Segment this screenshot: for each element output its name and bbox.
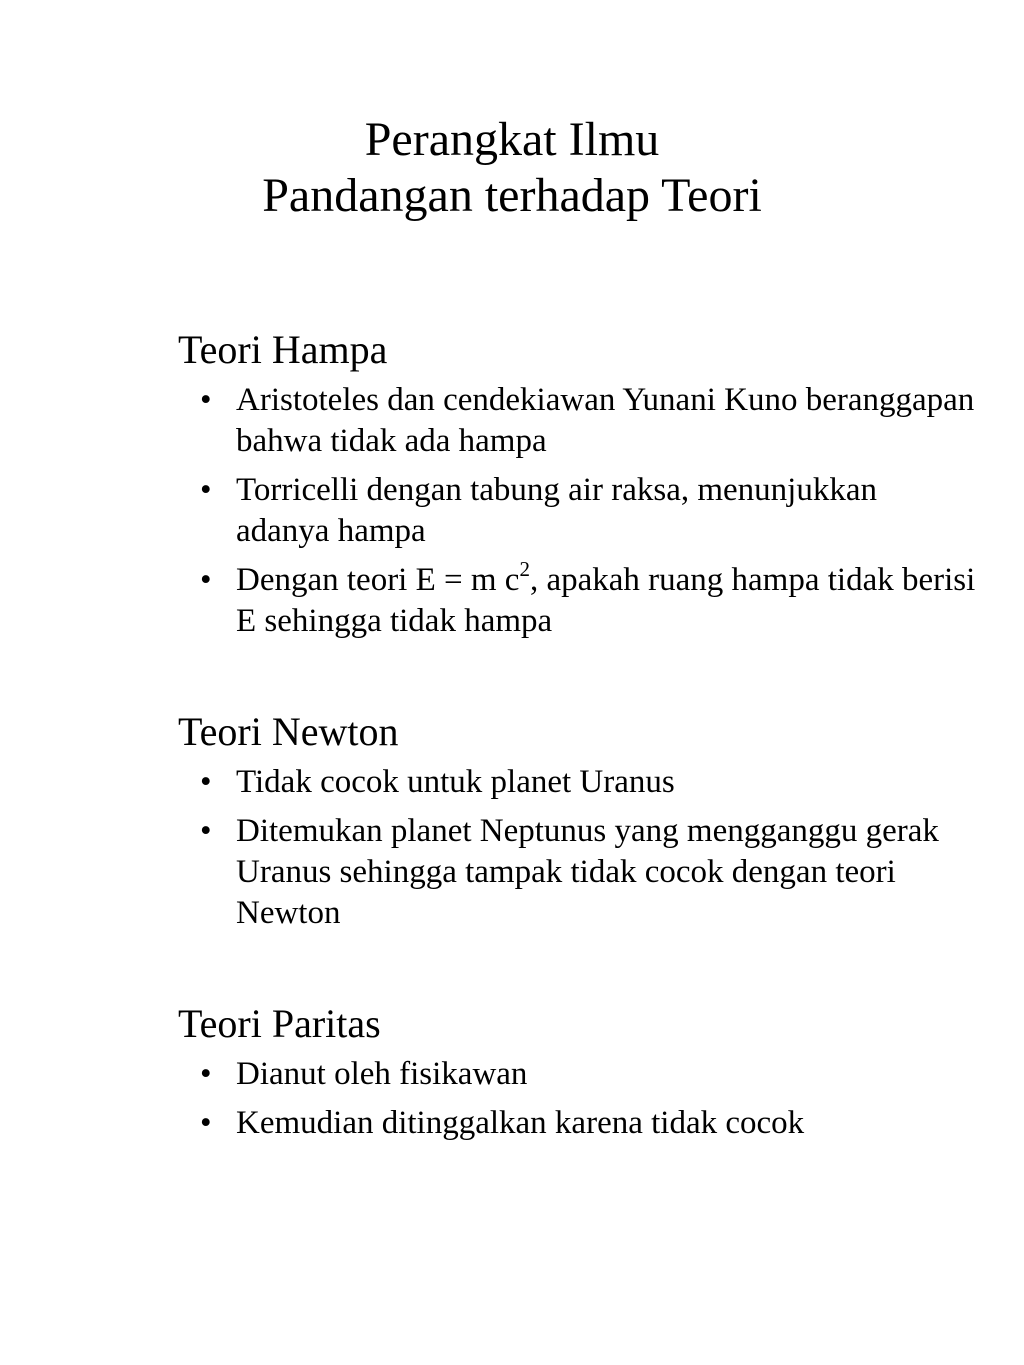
bullet-text-after: , apakah ruang hampa tidak berisi E sehingga tidak hampa (236, 562, 976, 639)
section-heading: Teori Hampa (178, 327, 388, 372)
list-item (178, 811, 978, 934)
bullet-text: Dianut oleh fisikawan (236, 1056, 528, 1092)
section-heading: Teori Paritas (178, 1001, 381, 1046)
bullet-icon: • (200, 382, 212, 418)
bullet-text: Kemudian ditinggalkan karena tidak cocok (236, 1105, 805, 1141)
bullet-icon: • (200, 562, 212, 598)
section-teori-hampa (178, 326, 978, 650)
list-item (178, 470, 978, 552)
title-line-2: Pandangan terhadap Teori (262, 169, 762, 222)
bullet-list (178, 380, 978, 642)
slide-title (0, 112, 1024, 224)
bullet-icon: • (200, 1105, 212, 1141)
section-heading: Teori Newton (178, 709, 399, 754)
bullet-text: Ditemukan planet Neptunus yang mengganggu gerak Uranus sehingga tampak tidak cocok dengan teori Newton (236, 813, 939, 931)
bullet-text: Tidak cocok untuk planet Uranus (236, 764, 675, 800)
bullet-text-before: Dengan teori E = m c (236, 562, 520, 598)
superscript: 2 (519, 557, 530, 581)
bullet-icon: • (200, 764, 212, 800)
bullet-icon: • (200, 472, 212, 508)
list-item (178, 1054, 978, 1095)
list-item (178, 380, 978, 462)
bullet-text: Aristoteles dan cendekiawan Yunani Kuno beranggapan bahwa tidak ada hampa (236, 382, 975, 459)
bullet-list (178, 1054, 978, 1144)
bullet-text: Torricelli dengan tabung air raksa, menunjukkan adanya hampa (236, 472, 877, 549)
list-item (178, 557, 978, 642)
bullet-text (236, 557, 976, 639)
list-item (178, 1103, 978, 1144)
section-teori-paritas (178, 1000, 978, 1152)
bullet-icon: • (200, 813, 212, 849)
section-teori-newton (178, 708, 978, 942)
title-line-1: Perangkat Ilmu (364, 113, 660, 166)
list-item (178, 762, 978, 803)
bullet-icon: • (200, 1056, 212, 1092)
bullet-list (178, 762, 978, 934)
